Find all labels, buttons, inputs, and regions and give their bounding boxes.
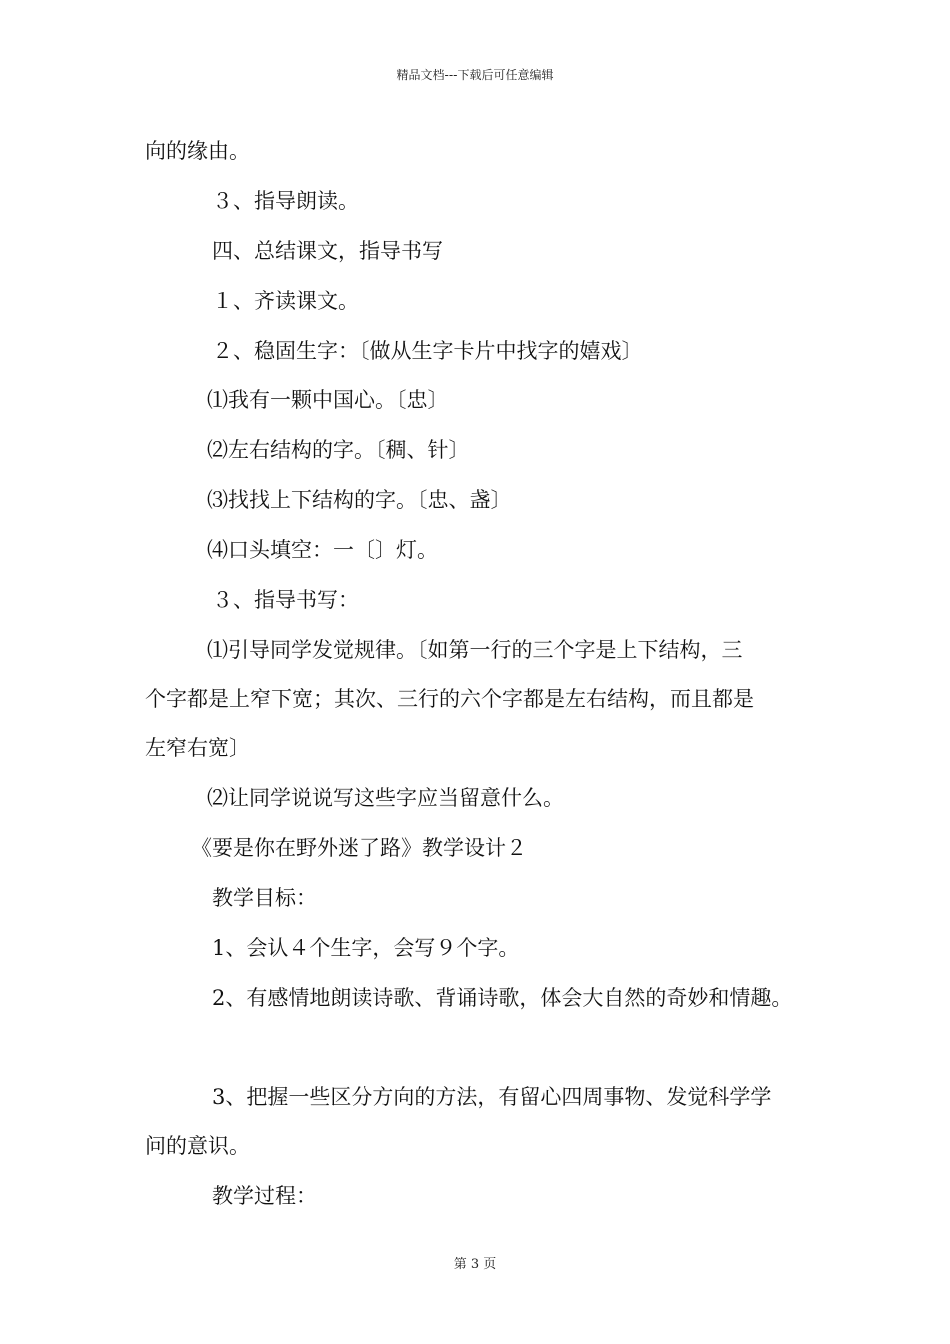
text-line: 左窄右宽〕 (145, 736, 250, 760)
text-line: 向的缘由。 (145, 139, 250, 163)
text-line: 个字都是上窄下宽；其次、三行的六个字都是左右结构，而且都是 (145, 687, 754, 711)
text-line: 教学目标： (212, 886, 317, 910)
text-line: 2、有感情地朗读诗歌、背诵诗歌，体会大自然的奇妙和情趣。 (212, 986, 793, 1010)
text-line: ⑶找找上下结构的字。〔忠、盏〕 (207, 488, 512, 512)
text-line: ⑵左右结构的字。〔稠、针〕 (207, 438, 470, 462)
page-header: 精品文档---下载后可任意编辑 (396, 68, 554, 82)
text-line: 3、把握一些区分方向的方法，有留心四周事物、发觉科学学 (212, 1085, 772, 1109)
text-line: ⑷口头填空：一〔〕灯。 (207, 538, 438, 562)
text-line: 教学过程： (212, 1184, 317, 1208)
text-line: 四、总结课文，指导书写 (212, 239, 443, 263)
text-line: 1、会认４个生字，会写９个字。 (212, 936, 520, 960)
text-line: ⑴引导同学发觉规律。〔如第一行的三个字是上下结构，三 (207, 638, 743, 662)
text-line: ⑴我有一颗中国心。〔忠〕 (207, 388, 449, 412)
text-line: ２、稳固生字：〔做从生字卡片中找字的嬉戏〕 (212, 339, 643, 363)
text-line: ⑵让同学说说写这些字应当留意什么。 (207, 786, 564, 810)
text-line: ３、指导书写： (212, 588, 359, 612)
text-line: ３、指导朗读。 (212, 189, 359, 213)
text-line: １、齐读课文。 (212, 289, 359, 313)
text-line: 问的意识。 (145, 1134, 250, 1158)
text-line: 《要是你在野外迷了路》教学设计２ (191, 836, 527, 860)
page-number: 第 3 页 (453, 1257, 497, 1272)
